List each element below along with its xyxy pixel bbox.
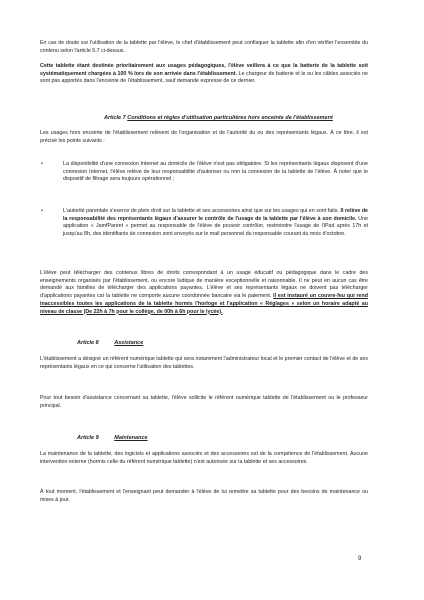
article-7-heading [104,115,333,123]
paragraph-battery [40,63,368,86]
article-9-heading [77,435,148,443]
article-7-number: Article 7 [104,115,126,121]
paragraph-referent: L'établissement a désigné un référent numérique tablette qui sera notamment l'administrateur local et le premier contact de l'élève et de ses représentants légaux en ce qui concerne l'utilisation des tablettes. [40,356,368,370]
bullet-parental-authority [63,208,368,239]
parental-responsibility-text: Il relève de la responsabilité des représentants légaux d'assurer le contrôle de l'usage de la tablette par l'élève à son domicile. [63,208,368,222]
paragraph-remit-tablet: À tout moment, l'établissement et l'enseignant peut demander à l'élève de lui remettre sa tablette pour des besoins de maintenance ou mises à jour. [40,489,368,503]
article-8-heading [77,340,143,348]
jamfparent-text: Une application « JamfParent » permet au responsable de l'élève de pouvoir contrôler, restreindre l'usage de l'iPad après 17h et jusqu'au 8h, des identifiants de connexion sont envoyés sur le mail personnel du responsable courant du mois d'octobre. [63,215,368,238]
article-8-title: Assistance [114,340,144,346]
paragraph-confiscation: En cas de doute sur l'utilisation de la tablette par l'élève, le chef d'établissement peut confisquer la tablette afin d'en vérifier l'ensemble du contenu selon l'article 5.7 ci-dessus. [40,40,368,54]
bullet-marker: • [41,208,43,214]
downloads-text: L'élève peut télécharger des contenus libres de droits correspondant à un usage éducatif ou pédagogique dans le cadre des enseignements organisés par l'établissement, ou encore ludique de manière exceptionnelle et raisonnable. Il ne peut en aucun cas être demandé aux familles de télécharger des applications payantes. L'élève et ses représentants légaux ne doivent pas télécharger d'applications payantes car la tablette ne comporte aucune coordonnée bancaire via le paiement. [40,270,368,300]
paragraph-assistance: Pour tout besoin d'assistance concernant sa tablette, l'élève sollicite le référent numérique tablette de l'établissement ou le professeur principal. [40,395,368,409]
paragraph-maintenance: La maintenance de la tablette, des logiciels et applications associés et des accessoires est de la compétence de l'établissement. Aucune intervention externe (hormis celle du référent numérique tablette) n'est autorisée sur la tablette et ses accessoires. [40,451,368,465]
article-9-title: Maintenance [114,435,148,441]
article-9-number: Article 9 [77,435,99,441]
bullet-marker: • [41,161,43,167]
page-number: 9 [358,556,362,562]
bullet-internet: La disponibilité d'une connexion Internet au domicile de l'élève n'est pas obligatoire. Si les représentants légaux disposent d'une connexion Internet, l'élève relève de leur responsabilité d'autoriser ou non la connexion de la tablette de l'élève. À noter que le dispositif de filtrage sera toujours opérationnel ; [63,161,368,183]
article-8-number: Article 8 [77,340,99,346]
article-7-title: Conditions et règles d'utilisation particulières hors enceinte de l'établissement [127,115,333,121]
battery-requirement-text: Cette tablette étant destinée prioritairement aux usages pédagogiques, l'élève veillera à ce que la batterie de la tablette soit systématiquement chargées à 100 % lors de son arrivée dans l'établissement. [40,63,368,77]
paragraph-downloads [40,270,368,316]
curfew-text: Il est instauré un couvre-feu qui rend inaccessibles toutes les applications de la tablette hormis l'horloge et l'application « Réglages » selon un horaire adapté au niveau de classe (De 22h à 7h pour le collège, de 00h à 6h pour le lycée). [40,293,368,315]
paragraph-outside-usage: Les usages hors enceinte de l'établissement relèvent de l'organisation et de l'autorité du ou des représentants légaux. À ce titre, il est précisé les points suivants : [40,130,368,144]
charger-text: Le chargeur de batterie et le ou les câbles associés ne sont pas apportés dans l'enceinte de l'établissement, sauf demande expresse de ce dernier. [40,70,368,85]
parental-authority-text: L'autorité parentale s'exerce de plein droit sur la tablette et ses accessoires ainsi que sur les usages qui en sont faits. [63,208,341,214]
